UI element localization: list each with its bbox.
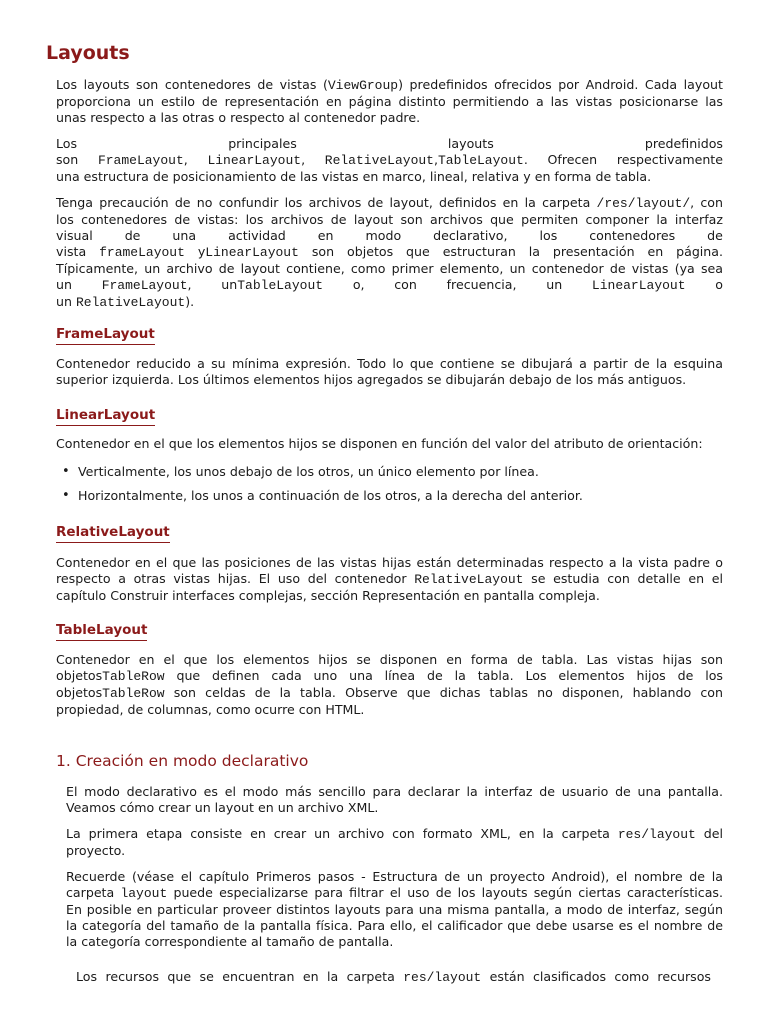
- declarativo-paragraph: El modo declarativo es el modo más sencillo para declarar la interfaz de usuario de una pantalla. Veamos cómo crear un layout en un archivo XML.: [66, 784, 723, 815]
- primera-etapa-paragraph: La primera etapa consiste en crear un archivo con formato XML, en la carpeta res/layout del proyecto.: [66, 826, 724, 858]
- framelayout-heading: FrameLayout: [56, 326, 155, 345]
- framelayout-paragraph: Contenedor reducido a su mínima expresión. Todo lo que contiene se dibujará a partir de la esquina superior izquierda. Los últimos elementos hijos agregados se dibujarán debajo de los más antiguos.: [56, 356, 723, 387]
- relativelayout-paragraph: Contenedor en el que las posiciones de las vistas hijas están determinadas respecto a la vista padre o respecto a otras vistas hijas. El uso del contenedor RelativeLayout se estudia con detalle en el capítulo Construir interfaces complejas, sección Representación en pantalla compleja.: [56, 555, 723, 603]
- list-item: • Verticalmente, los unos debajo de los otros, un único elemento por línea.: [78, 464, 539, 480]
- tablelayout-paragraph: Contenedor en el que los elementos hijos se disponen en forma de tabla. Las vistas hijas son objetosTableRow que definen cada uno una línea de la tabla. Los elementos hijos de los objetosTableRow son celdas de la tabla. Observe que dichas tablas no disponen, hablando con propiedad, de columnas, como ocurre con HTML.: [56, 652, 723, 717]
- linearlayout-paragraph: Contenedor en el que los elementos hijos se disponen en función del valor del atributo de orientación:: [56, 436, 703, 451]
- intro-paragraph: Los layouts son contenedores de vistas (ViewGroup) predefinidos ofrecidos por Android. Cada layout proporciona un estilo de representación en página distinto permitiendo a las vistas posicionarse las unas respecto a las otras o respecto al contenedor padre.: [56, 77, 723, 125]
- page-title: Layouts: [46, 42, 130, 64]
- section-heading: 1. Creación en modo declarativo: [56, 752, 309, 770]
- relativelayout-heading: RelativeLayout: [56, 524, 170, 543]
- principales-paragraph: Los principales layouts predefinidos son FrameLayout, LinearLayout, RelativeLayout,TableLayout. Ofrecen respectivamente una estructura de posicionamiento de las vistas en marco, lineal, relativa y en forma de tabla.: [56, 136, 723, 184]
- tablelayout-heading: TableLayout: [56, 622, 147, 641]
- recuerde-paragraph: Recuerde (véase el capítulo Primeros pasos - Estructura de un proyecto Android), el nombre de la carpeta layout puede especializarse para filtrar el uso de los layouts según ciertas características. En posible en particular proveer distintos layouts para una misma pantalla, a modo de interfaz, según la categoría del tamaño de la pantalla física. Para ello, el calificador que debe usarse es el nombre de la categoría correspondiente al tamaño de pantalla.: [66, 869, 723, 949]
- precaucion-paragraph: Tenga precaución de no confundir los archivos de layout, definidos en la carpeta /res/layout/, con los contenedores de vistas: los archivos de layout son archivos que permiten componer la interfaz visual de una actividad en modo declarativo, los contenedores de vista frameLayout yLinearLayout son objetos que estructuran la presentación en página. Típicamente, un archivo de layout contiene, como primer elemento, un contenedor de vistas (ya sea un FrameLayout, unTableLayout o, con frecuencia, un LinearLayout o un RelativeLayout).: [56, 195, 724, 310]
- recursos-paragraph: Los recursos que se encuentran en la carpeta res/layout están clasificados como recursos: [76, 969, 711, 985]
- list-item: • Horizontalmente, los unos a continuación de los otros, a la derecha del anterior.: [78, 488, 583, 504]
- linearlayout-heading: LinearLayout: [56, 407, 155, 426]
